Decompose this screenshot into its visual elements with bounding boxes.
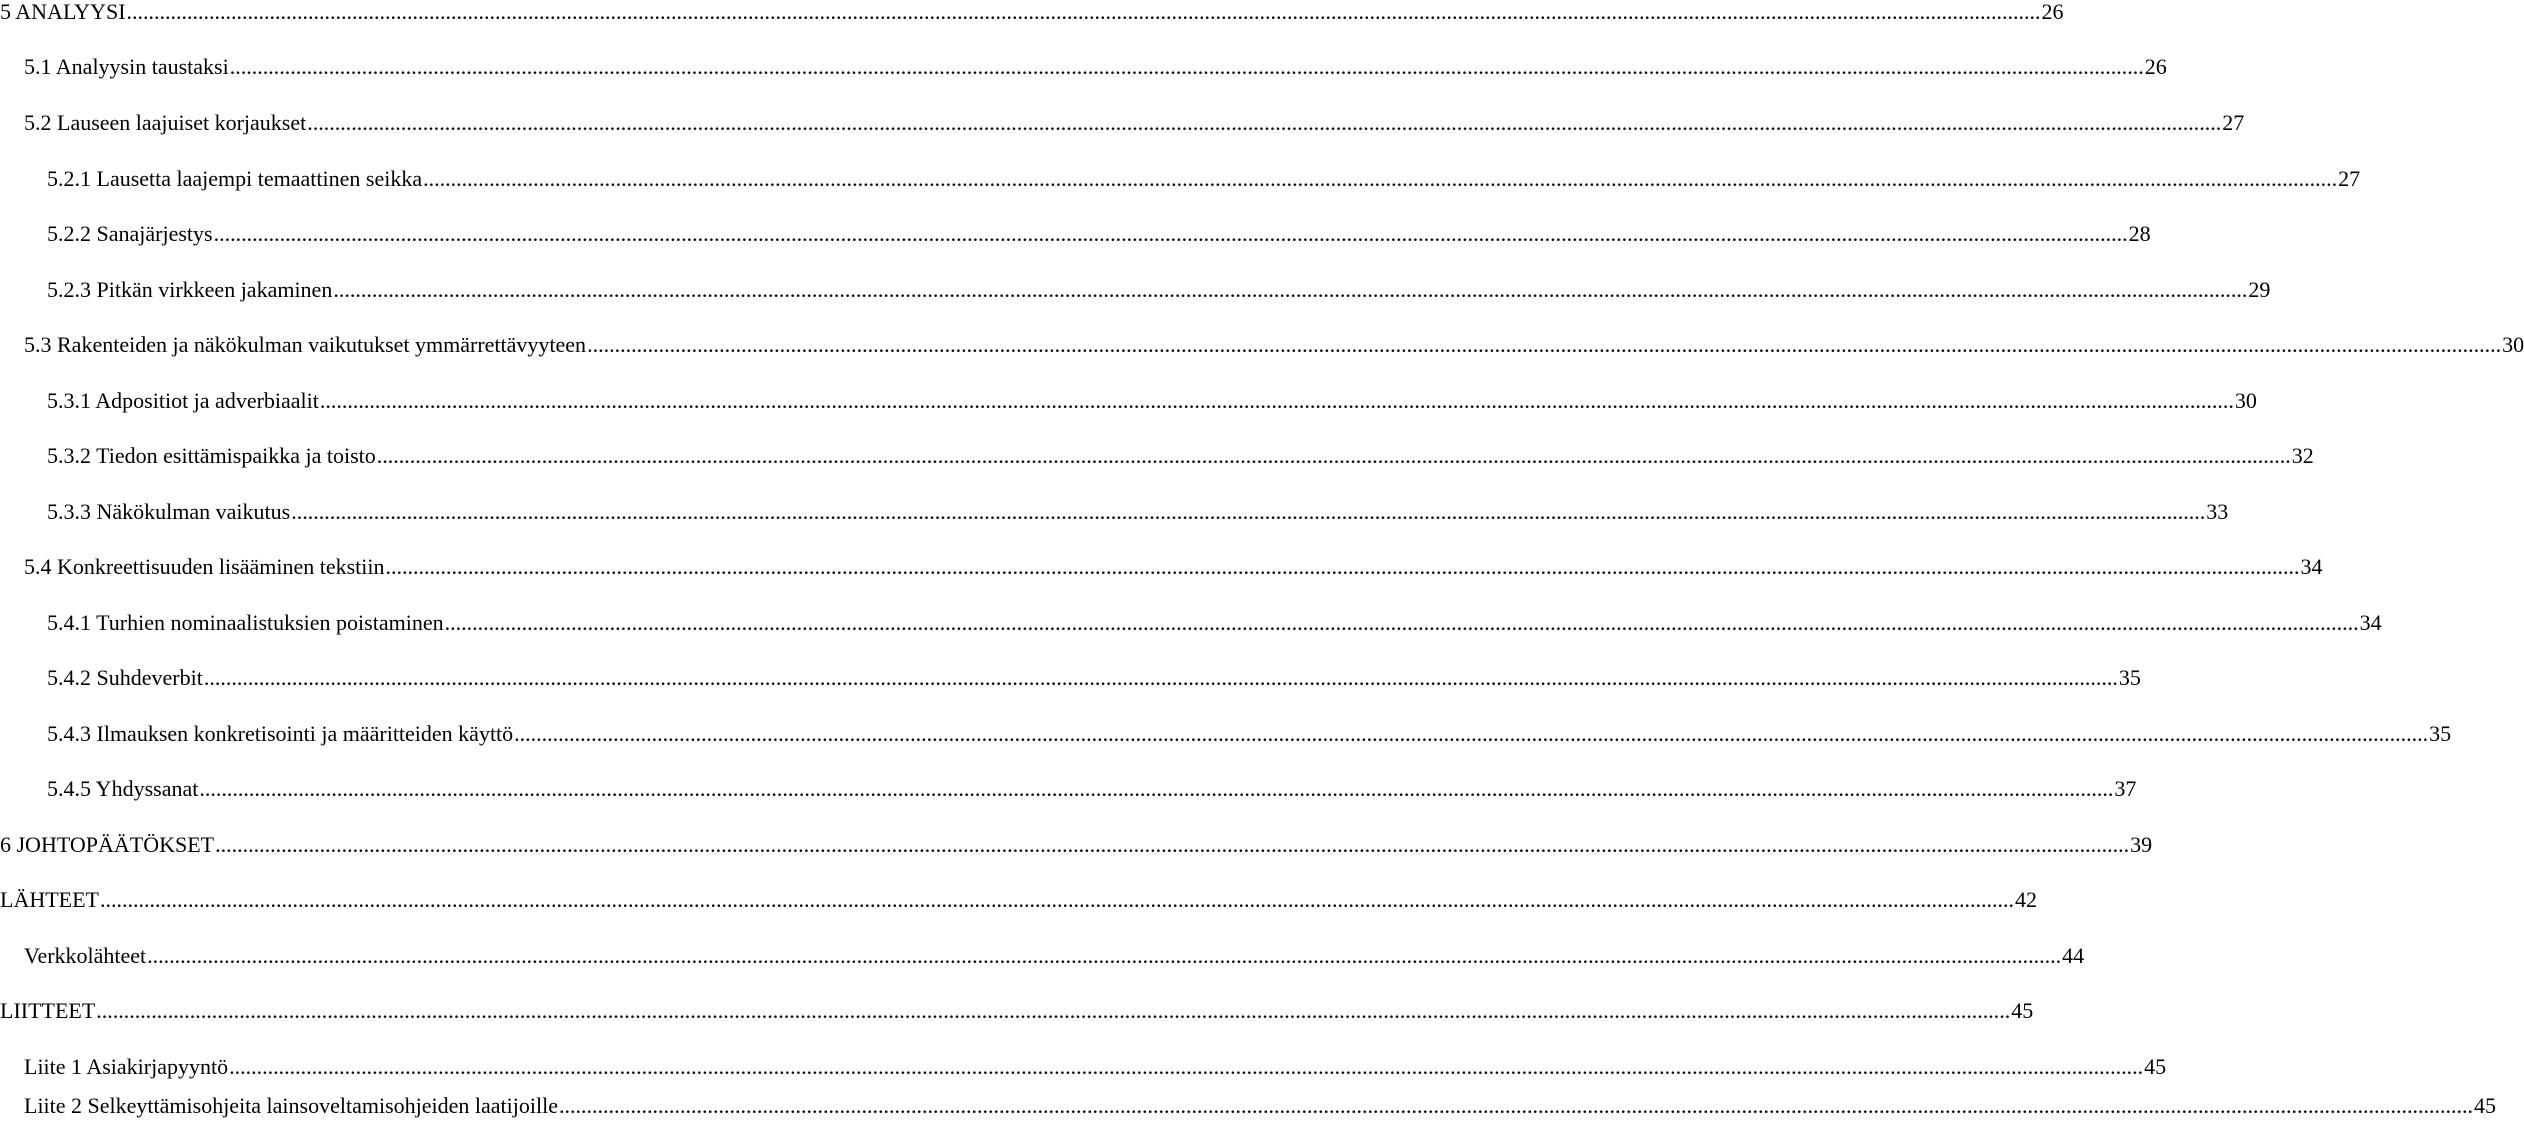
toc-entry-page: 45 [2473,1093,2496,1118]
toc-entry-page: 34 [2300,554,2323,579]
toc-entry-label: 5.2.1 Lausetta laajempi temaattinen seikka [47,166,423,191]
dot-leader [215,829,2129,861]
toc-entry-label: 5.3.1 Adpositiot ja adverbiaalit [47,388,319,413]
dot-leader [199,773,2113,805]
toc-entry[interactable] [0,662,2141,694]
toc-entry[interactable] [0,385,2257,417]
toc-entry-label: LIITTEET [0,998,96,1023]
toc-entry-page: 29 [2248,277,2271,302]
toc-entry-page: 42 [2014,887,2037,912]
dot-leader [320,385,2234,417]
toc-entry[interactable] [0,1051,2167,1083]
toc-entry-label: 5.4.2 Suhdeverbit [47,665,203,690]
toc-entry-page: 39 [2130,832,2153,857]
toc-entry-page: 28 [2128,221,2151,246]
dot-leader [96,995,2010,1027]
dot-leader [307,107,2221,139]
toc-entry[interactable] [0,551,2323,583]
toc-entry-label: Liite 1 Asiakirjapyyntö [24,1054,229,1079]
toc-entry[interactable] [0,1090,2496,1122]
toc-entry-page: 27 [2222,110,2245,135]
toc-entry-label: 5.3 Rakenteiden ja näkökulman vaikutukset ymmärrettävyyteen [24,332,587,357]
toc-entry-label: 5.4.3 Ilmauksen konkretisointi ja määritteiden käyttö [47,721,514,746]
toc-entry[interactable] [0,274,2271,306]
dot-leader [587,329,2501,361]
toc-entry[interactable] [0,718,2452,750]
dot-leader [230,51,2144,83]
dot-leader [423,163,2337,195]
toc-entry-page: 35 [2118,665,2141,690]
toc-entry-label: 5.1 Analyysin taustaksi [24,54,229,79]
toc-entry-page: 44 [2062,943,2085,968]
toc-entry-page: 45 [2144,1054,2167,1079]
toc-entry[interactable] [0,496,2229,528]
dot-leader [214,218,2128,250]
toc-entry[interactable] [0,329,2524,361]
toc-entry-label: 5.2.2 Sanajärjestys [47,221,213,246]
toc-entry[interactable] [0,440,2314,472]
toc-entry-page: 26 [2144,54,2167,79]
toc-entry[interactable] [0,607,2382,639]
toc-entry-label: Verkkolähteet [24,943,147,968]
toc-entry-page: 32 [2291,443,2314,468]
dot-leader [559,1090,2473,1122]
toc-entry-label: 5.4.5 Yhdyssanat [47,776,199,801]
toc-entry-page: 30 [2234,388,2257,413]
toc-entry[interactable] [0,107,2245,139]
toc-entry-page: 27 [2338,166,2361,191]
toc-entry-label: 5.3.2 Tiedon esittämispaikka ja toisto [47,443,376,468]
toc-entry[interactable] [0,0,2064,28]
dot-leader [229,1051,2143,1083]
toc-entry[interactable] [0,940,2085,972]
dot-leader [386,551,2300,583]
toc-entry-page: 33 [2206,499,2229,524]
toc-entry-label: 5 ANALYYSI [0,0,126,24]
toc-entry-page: 26 [2041,0,2064,24]
dot-leader [514,718,2428,750]
toc-entry-label: 5.3.3 Näkökulman vaikutus [47,499,291,524]
toc-entry-label: 5.4 Konkreettisuuden lisääminen tekstiin [24,554,385,579]
dot-leader [333,274,2247,306]
toc-entry-label: Liite 2 Selkeyttämisohjeita lainsoveltamisohjeiden laatijoille [24,1093,558,1118]
dot-leader [127,0,2041,28]
dot-leader [100,884,2014,916]
toc-entry[interactable] [0,218,2151,250]
toc-entry-label: LÄHTEET [0,887,99,912]
dot-leader [291,496,2205,528]
toc-entry[interactable] [0,884,2037,916]
toc-entry-page: 45 [2011,998,2034,1023]
toc-entry-label: 6 JOHTOPÄÄTÖKSET [0,832,215,857]
toc-entry-page: 35 [2429,721,2452,746]
toc-entry-page: 34 [2359,610,2382,635]
toc-entry[interactable] [0,995,2034,1027]
dot-leader [445,607,2359,639]
toc-entry[interactable] [0,51,2167,83]
toc-entry-page: 37 [2114,776,2137,801]
dot-leader [204,662,2118,694]
dot-leader [377,440,2291,472]
toc-entry-label: 5.4.1 Turhien nominaalistuksien poistaminen [47,610,444,635]
toc-entry-label: 5.2.3 Pitkän virkkeen jakaminen [47,277,333,302]
toc-entry[interactable] [0,773,2137,805]
toc-entry[interactable] [0,163,2361,195]
toc-entry-page: 30 [2502,332,2524,357]
toc-entry-label: 5.2 Lauseen laajuiset korjaukset [24,110,307,135]
dot-leader [147,940,2061,972]
toc-entry[interactable] [0,829,2153,861]
